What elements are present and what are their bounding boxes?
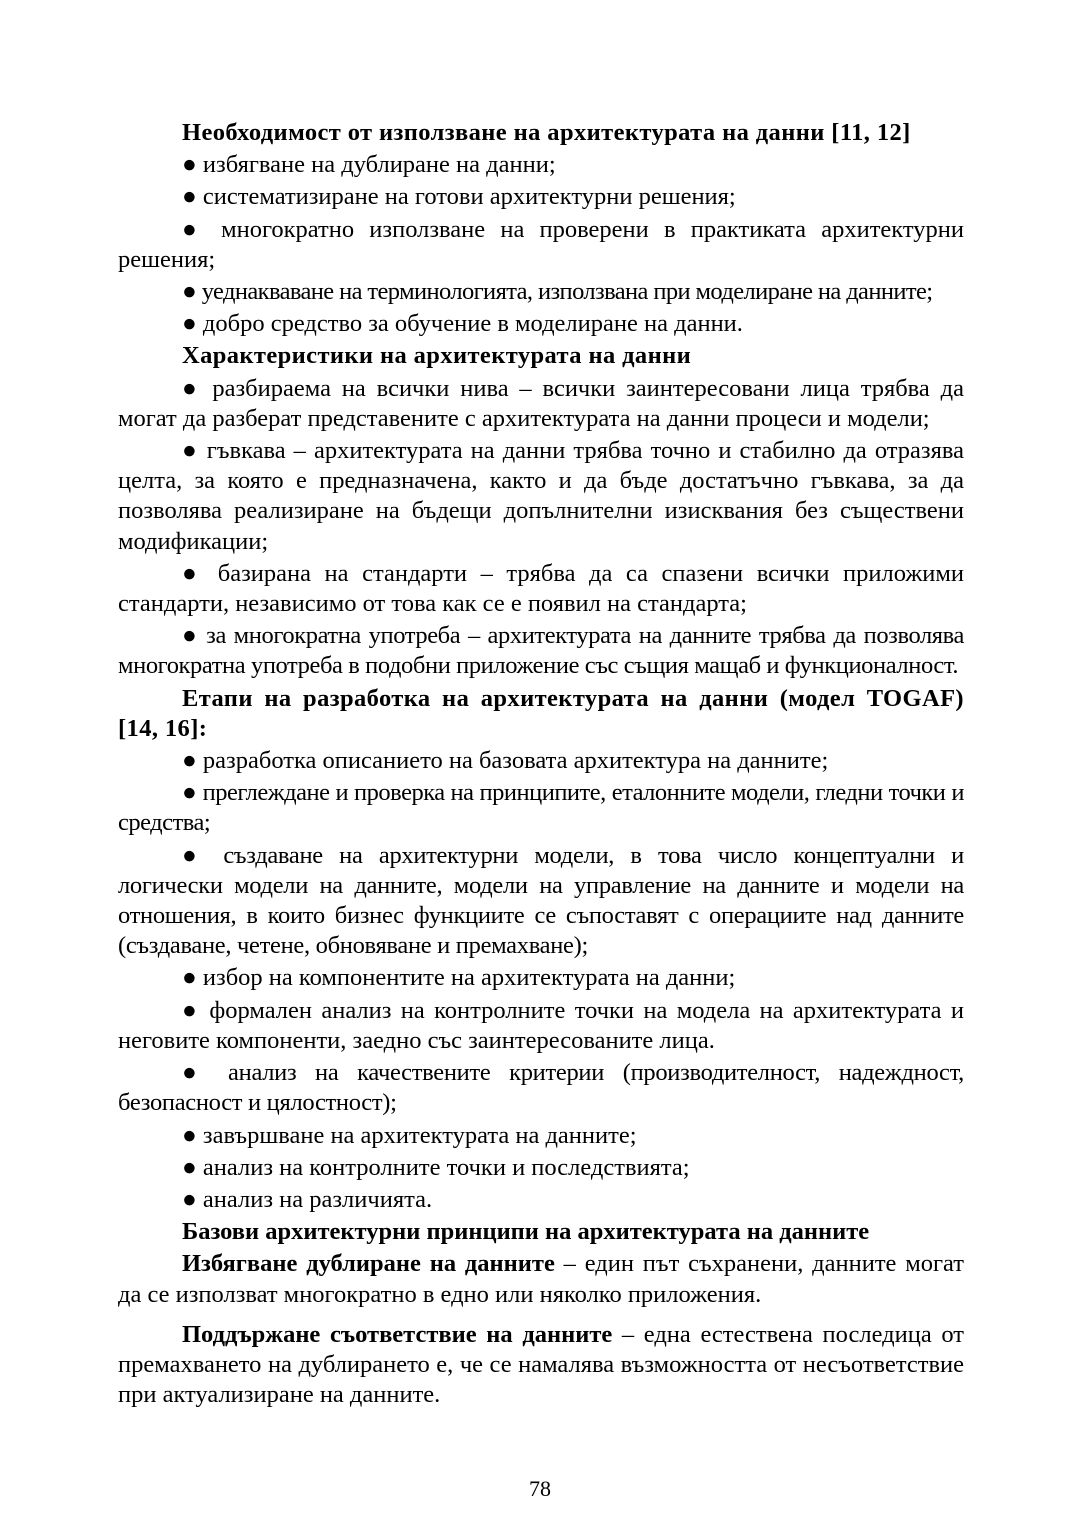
principle-paragraph <box>118 1320 964 1411</box>
bullet-item: ● уеднакваване на терминологията, използвана при моделиране на данните; <box>182 278 933 306</box>
bullet-item: ● за многократна употреба – архитектурата на данните трябва да позволява многократна употреба в подобни приложение със същия мащаб и функционалност. <box>118 622 964 680</box>
bullet-item: ● разбираема на всички нива – всички заинтересовани лица трябва да могат да разберат представените с архитектурата на данни процеси и модели; <box>118 374 964 432</box>
bullet-item: ● анализ на контролните точки и последствията; <box>182 1153 690 1181</box>
bullet-item: ● многократно използване на проверени в практиката архитектурни решения; <box>118 215 964 273</box>
principle-description: – един път съхранени, данните могат да се използват многократно в едно или няколко приложения. <box>118 1250 964 1308</box>
bullet-item: ● гъвкава – архитектурата на данни трябва точно и стабилно да отразява целта, за която е предназначена, както и да бъде достатъчно гъвкава, за да позволява реализиране на бъдещи допълнителни изисквания без съществени модификации; <box>118 437 964 555</box>
bullet-item: ● анализ на различията. <box>182 1185 433 1213</box>
section-heading-stages: Етапи на разработка на архитектурата на данни (модел TOGAF) [14, 16]: <box>118 684 964 742</box>
section-heading-principles: Базови архитектурни принципи на архитектурата на данните <box>182 1218 870 1246</box>
bullet-item: ● анализ на качествените критерии (производителност, надеждност, безопасност и цялостност); <box>118 1059 964 1117</box>
bullet-item: ● систематизиране на готови архитектурни решения; <box>182 183 736 211</box>
principle-paragraph <box>118 1249 964 1309</box>
bullet-item: ● избягване на дублиране на данни; <box>182 151 556 179</box>
bullet-item: ● завършване на архитектурата на данните; <box>182 1121 637 1149</box>
bullet-item: ● създаване на архитектурни модели, в това число концептуални и логически модели на данните, модели на управление на данните и модели на отношения, в които бизнес функциите се съпоставят с операциите над данните (създаване, четене, обновяване и премахване); <box>118 841 964 960</box>
bullet-item: ● добро средство за обучение в моделиране на данни. <box>182 310 743 338</box>
bullet-item: ● базирана на стандарти – трябва да са спазени всички приложими стандарти, независимо от това как се е появил на стандарта; <box>118 559 964 618</box>
bullet-item: ● разработка описанието на базовата архитектура на данните; <box>182 747 829 775</box>
section-heading-characteristics: Характеристики на архитектурата на данни <box>182 342 692 370</box>
bullet-item: ● преглеждане и проверка на принципите, еталонните модели, гледни точки и средства; <box>118 779 964 837</box>
principle-term: Поддържане съответствие на данните <box>182 1320 613 1348</box>
principle-description: – една естествена последица от премахването на дублирането е, че се намалява възможността от несъответствие при актуализиране на данните. <box>118 1320 964 1409</box>
bullet-item: ● избор на компонентите на архитектурата на данни; <box>182 964 736 992</box>
page-body <box>118 118 964 1413</box>
bullet-item: ● формален анализ на контролните точки на модела на архитектурата и неговите компоненти, заедно със заинтересованите лица. <box>118 996 964 1054</box>
page-number: 78 <box>529 1476 551 1501</box>
section-heading-necessity: Необходимост от използване на архитектурата на данни [11, 12] <box>182 119 911 146</box>
principle-term: Избягване дублиране на данните <box>182 1250 555 1278</box>
